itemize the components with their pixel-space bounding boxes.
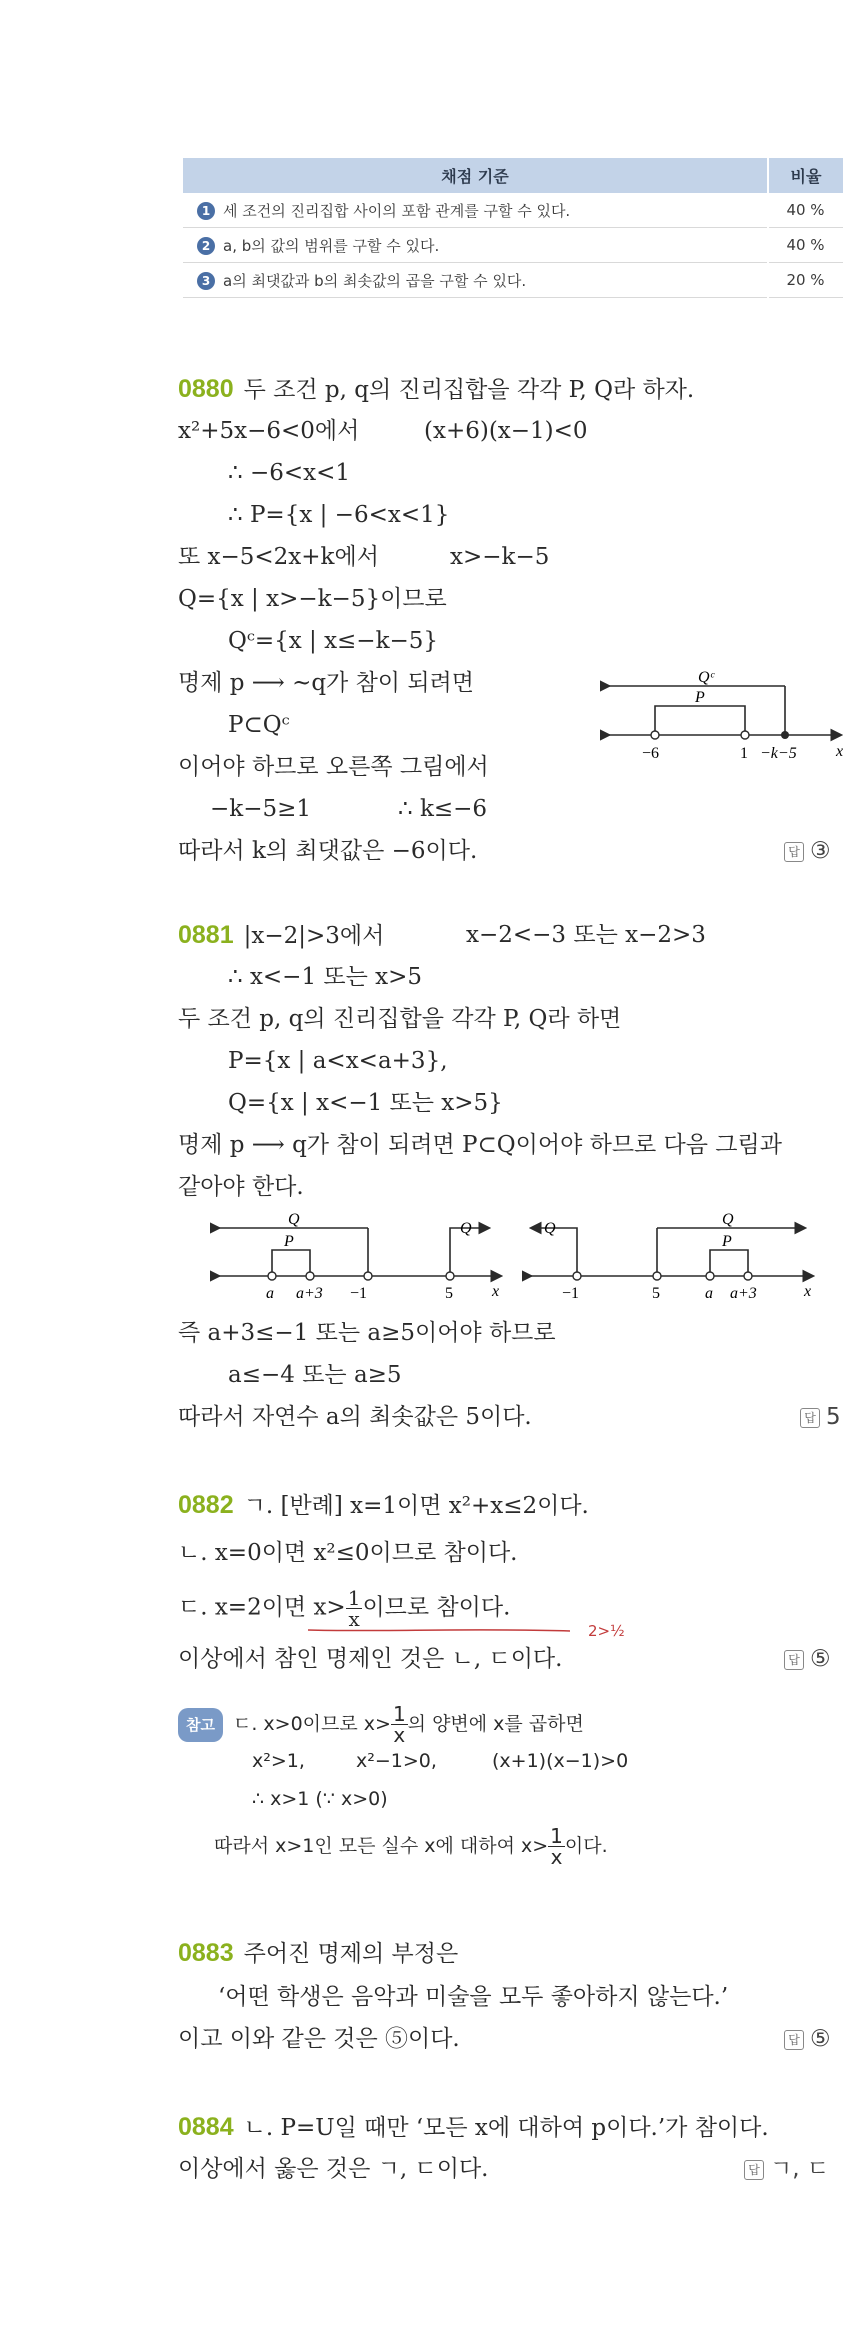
solution-line: −k−5≥1 [210,796,312,822]
tick-label: −6 [642,745,660,762]
solution-line: Q={x | x>−k−5}이므로 [178,586,447,612]
answer-mark-icon: 답 [800,1408,820,1428]
problem-0882-line: 0882 ㄱ. [반례] x=1이면 x²+x≤2이다. [178,1491,589,1519]
tick-label: 5 [652,1285,660,1302]
axis-x-label: x [492,1283,500,1300]
label-q: Q [544,1220,556,1237]
problem-number: 0884 [178,2113,234,2141]
rubric-header-criteria: 채점 기준 [183,158,768,193]
rubric-ratio: 20 % [768,263,843,298]
tick-label: 1 [740,745,748,762]
note-line: 따라서 x>1인 모든 실수 x에 대하여 x> $\frac{1}{x}$ 이다. [214,1824,608,1869]
problem-number: 0880 [178,375,234,403]
tick-label: a [705,1285,713,1302]
solution-line: 즉 a+3≤−1 또는 a≥5이어야 하므로 [178,1320,556,1346]
solution-line: ∴ k≤−6 [398,796,488,822]
reference-note-line: 참고 ㄷ. x>0이므로 x> $\frac{1}{x}$ 의 양변에 x를 곱하면 [178,1704,584,1745]
solution-line: 두 조건 p, q의 진리집합을 각각 P, Q라 하면 [178,1006,622,1032]
tick-label: a [266,1285,274,1302]
answer: 답 ⑤ [784,1644,831,1674]
tick-label: a+3 [730,1285,757,1302]
solution-line: 같아야 한다. [178,1174,304,1200]
answer-mark-icon: 답 [744,2160,764,2180]
tick-label: −1 [350,1285,368,1302]
rubric-criterion: a, b의 값의 범위를 구할 수 있다. [223,236,440,255]
handwritten-underline [300,1624,580,1636]
solution-line: (x+6)(x−1)<0 [424,418,588,444]
rubric-ratio: 40 % [768,193,843,228]
solution-line: P={x | a<x<a+3}, [228,1048,448,1074]
answer: 답 ㄱ, ㄷ [744,2154,829,2184]
rubric-row [183,193,843,228]
answer: 답 5 [800,1402,841,1432]
answer-mark-icon: 답 [784,842,804,862]
problem-number: 0881 [178,921,234,949]
scoring-rubric-table [183,158,843,298]
solution-line: ∴ x<−1 또는 x>5 [228,964,423,990]
rubric-header-ratio: 비율 [768,158,843,193]
label-q: Q [288,1211,300,1228]
solution-line: ∴ −6<x<1 [228,460,350,486]
tick-label: a+3 [296,1285,323,1302]
solution-line: 따라서 자연수 a의 최솟값은 5이다. [178,1404,532,1430]
solution-line: ㄴ. x=0이면 x²≤0이므로 참이다. [178,1540,518,1566]
answer: 답 ③ [784,836,831,866]
answer: 답 ⑤ [784,2024,831,2054]
number-line-figure-0881-a [210,1210,510,1306]
label-p: P [722,1233,732,1250]
answer-mark-icon: 답 [784,1650,804,1670]
p-bracket [655,706,745,735]
axis-x-label: x [804,1283,812,1300]
label-p: P [284,1233,294,1250]
solution-line: 이상에서 참인 명제인 것은 ㄴ, ㄷ이다. [178,1646,563,1672]
tick-label: 5 [445,1285,453,1302]
solution-line: x²+5x−6<0에서 [178,418,360,444]
note-line: x²−1>0, [356,1750,437,1772]
solution-line: ‘어떤 학생은 음악과 미술을 모두 좋아하지 않는다.’ [218,1984,729,2010]
problem-0881-line: 0881 |x−2|>3에서 [178,921,385,949]
tick-label: −1 [562,1285,580,1302]
solution-line: 또 x−5<2x+k에서 [178,544,379,570]
rubric-criterion: a의 최댓값과 b의 최솟값의 곱을 구할 수 있다. [223,271,527,290]
tick-label: −k−5 [760,745,797,762]
rubric-ratio: 40 % [768,228,843,263]
rubric-criterion: 세 조건의 진리집합 사이의 포함 관계를 구할 수 있다. [223,201,571,220]
number-line-figure-0880 [600,666,850,766]
step-number-icon: 3 [197,272,215,290]
label-qc: Qᶜ [698,669,714,686]
label-q: Q [460,1220,472,1237]
number-line-figure-0881-b [522,1210,822,1306]
rubric-row [183,228,843,263]
handwritten-annotation: 2>½ [588,1622,625,1640]
step-number-icon: 2 [197,237,215,255]
solution-line: ㄷ. x=2이면 x> $\frac{1}{x}$ 이므로 참이다. [178,1586,511,1631]
solution-line: 따라서 k의 최댓값은 −6이다. [178,838,478,864]
note-line: x²>1, [252,1750,305,1772]
solution-line: Q={x | x<−1 또는 x>5} [228,1090,503,1116]
note-line: ∴ x>1 (∵ x>0) [252,1788,388,1810]
solution-line: 이고 이와 같은 것은 ⑤이다. [178,2026,460,2052]
rubric-row [183,263,843,298]
fraction: $\frac{1}{x}$ [550,1824,563,1869]
solution-line: ∴ P={x | −6<x<1} [228,502,450,528]
fraction: $\frac{1}{x}$ [347,1586,361,1631]
label-q: Q [722,1211,734,1228]
problem-0883-line: 0883 주어진 명제의 부정은 [178,1939,459,1967]
problem-0884-line: 0884 ㄴ. P=U일 때만 ‘모든 x에 대하여 p이다.’가 참이다. [178,2113,769,2141]
fraction: $\frac{1}{x}$ [392,1702,406,1747]
solution-line: P⊂Qᶜ [228,712,290,738]
problem-0880-line: 0880 두 조건 p, q의 진리집합을 각각 P, Q라 하자. [178,375,695,403]
axis-x-label: x [836,743,844,760]
solution-line: x−2<−3 또는 x−2>3 [466,922,706,948]
solution-line: 이상에서 옳은 것은 ㄱ, ㄷ이다. [178,2156,489,2182]
note-line: (x+1)(x−1)>0 [492,1750,629,1772]
solution-line: Qᶜ={x | x≤−k−5} [228,628,439,654]
solution-line: 이어야 하므로 오른쪽 그림에서 [178,754,489,780]
solution-line: x>−k−5 [450,544,550,570]
problem-number: 0882 [178,1491,234,1519]
step-number-icon: 1 [197,202,215,220]
solution-line: 명제 p ⟶ ~q가 참이 되려면 [178,670,474,696]
solution-line: 명제 p ⟶ q가 참이 되려면 P⊂Q이어야 하므로 다음 그림과 [178,1132,782,1158]
problem-number: 0883 [178,1939,234,1967]
answer-mark-icon: 답 [784,2030,804,2050]
reference-badge: 참고 [178,1708,223,1742]
solution-line: a≤−4 또는 a≥5 [228,1362,402,1388]
label-p: P [695,689,705,706]
